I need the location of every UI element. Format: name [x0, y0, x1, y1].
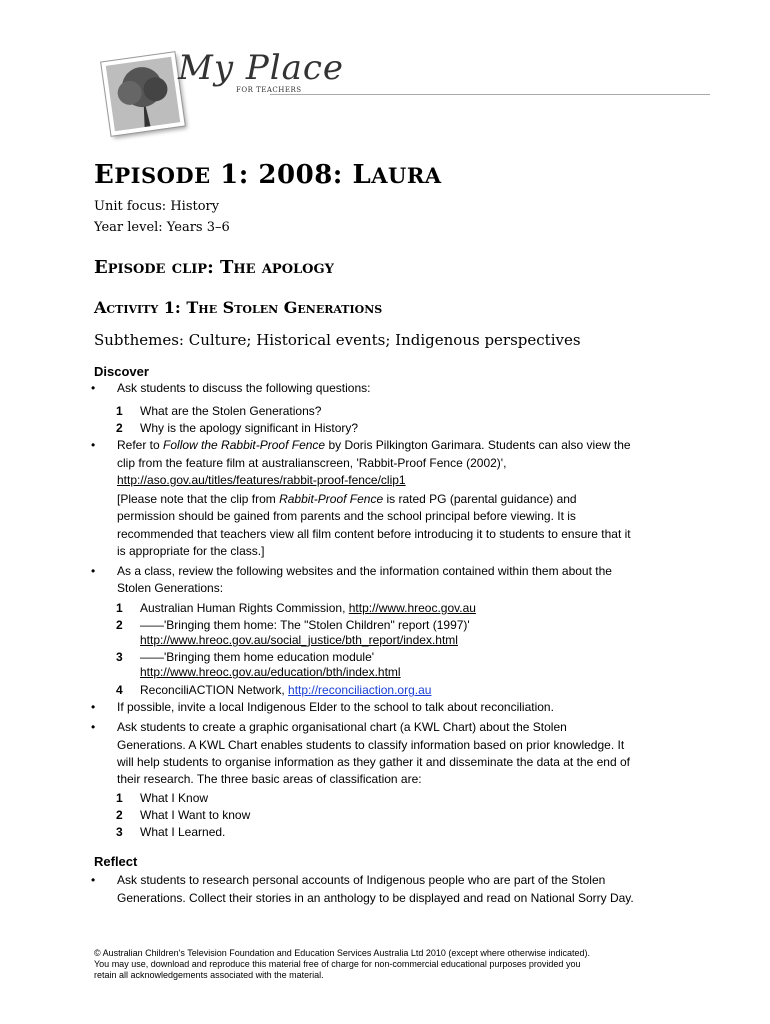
rabbit-proof-fence-ref: Refer to Follow the Rabbit-Proof Fence by Doris Pilkington Garimara. Students can also view the — [117, 438, 631, 452]
reflect-heading: Reflect — [94, 854, 138, 869]
discover-heading: Discover — [94, 364, 149, 379]
discover-bullet-1: Ask students to discuss the following questions: — [117, 381, 371, 395]
elder-invite: If possible, invite a local Indigenous Elder to the school to talk about reconciliation. — [117, 700, 554, 714]
bullet: • — [91, 700, 96, 714]
hreoc-link[interactable]: http://www.hreoc.gov.au — [348, 601, 476, 615]
header-rule — [270, 94, 710, 95]
note-line-3: recommended that teachers view all film content before introducing it to students to ensure that it — [117, 527, 631, 541]
list-number: 3 — [116, 650, 123, 664]
websites-intro-2: Stolen Generations: — [117, 581, 224, 595]
website-3-title: ——'Bringing them home education module' — [140, 650, 375, 664]
list-number: 2 — [116, 618, 123, 632]
logo-subtitle: FOR TEACHERS — [236, 86, 302, 94]
list-number: 1 — [116, 601, 123, 615]
reflect-line-1: Ask students to research personal accounts of Indigenous people who are part of the Stolen — [117, 873, 606, 887]
kwl-know: What I Know — [140, 791, 209, 805]
question-2: Why is the apology significant in History? — [140, 421, 359, 435]
website-4: ReconciliACTION Network, http://reconciliaction.org.au — [140, 683, 432, 697]
kwl-line-1: Ask students to create a graphic organisational chart (a KWL Chart) about the Stolen — [117, 720, 567, 734]
bullet: • — [91, 564, 96, 578]
bullet: • — [91, 381, 96, 395]
list-number: 4 — [116, 683, 123, 697]
reconciliaction-link[interactable]: http://reconciliaction.org.au — [288, 683, 432, 697]
list-number: 1 — [116, 404, 123, 418]
kwl-line-3: will help students to organise information as they gather it and disseminate the data at the end of — [117, 755, 630, 769]
note-line-1: [Please note that the clip from Rabbit-Proof Fence is rated PG (parental guidance) and — [117, 492, 577, 506]
list-number: 2 — [116, 808, 123, 822]
clip-link[interactable]: http://aso.gov.au/titles/features/rabbit-proof-fence/clip1 — [117, 473, 406, 487]
note-line-2: permission should be gained from parents and the school principal before viewing. It is — [117, 509, 576, 523]
kwl-want: What I Want to know — [140, 808, 251, 822]
bth-report-link[interactable]: http://www.hreoc.gov.au/social_justice/bth_report/index.html — [140, 633, 458, 647]
tree-photo-logo — [101, 52, 185, 136]
bullet: • — [91, 873, 96, 887]
page-title: EPISODE 1: 2008: LAURA — [94, 160, 442, 190]
kwl-learned: What I Learned. — [140, 825, 226, 839]
episode-clip-heading: Episode clip: The apology — [94, 257, 334, 278]
copyright-footer: © Australian Children's Television Foundation and Education Services Australia Ltd 2010 (except where otherwise indicated). You may use, download and reproduce this material free of charge for non-commercial educational purposes provided you retain all acknowledgements associated with the material. — [94, 948, 590, 980]
question-1: What are the Stolen Generations? — [140, 404, 322, 418]
websites-intro-1: As a class, review the following websites and the information contained within them about the — [117, 564, 612, 578]
subthemes: Subthemes: Culture; Historical events; Indigenous perspectives — [94, 331, 581, 349]
website-2-title: ——'Bringing them home: The "Stolen Children" report (1997)' — [140, 618, 470, 632]
list-number: 1 — [116, 791, 123, 805]
activity-heading: Activity 1: The Stolen Generations — [94, 298, 383, 317]
list-number: 2 — [116, 421, 123, 435]
website-1: Australian Human Rights Commission, http://www.hreoc.gov.au — [140, 601, 476, 615]
note-line-4: is appropriate for the class.] — [117, 544, 265, 558]
bullet: • — [91, 438, 96, 452]
list-number: 3 — [116, 825, 123, 839]
reflect-line-2: Generations. Collect their stories in an anthology to be displayed and read on National Sorry Day. — [117, 891, 634, 905]
year-level: Year level: Years 3–6 — [94, 220, 230, 235]
kwl-line-4: their research. The three basic areas of classification are: — [117, 772, 422, 786]
logo-wordmark: My Place — [178, 48, 345, 88]
bullet: • — [91, 720, 96, 734]
kwl-line-2: Generations. A KWL Chart enables students to classify information based on prior knowledge. It — [117, 738, 625, 752]
unit-focus: Unit focus: History — [94, 199, 220, 214]
bth-education-link[interactable]: http://www.hreoc.gov.au/education/bth/index.html — [140, 665, 401, 679]
clip-text: clip from the feature film at australianscreen, 'Rabbit-Proof Fence (2002)', — [117, 456, 507, 470]
